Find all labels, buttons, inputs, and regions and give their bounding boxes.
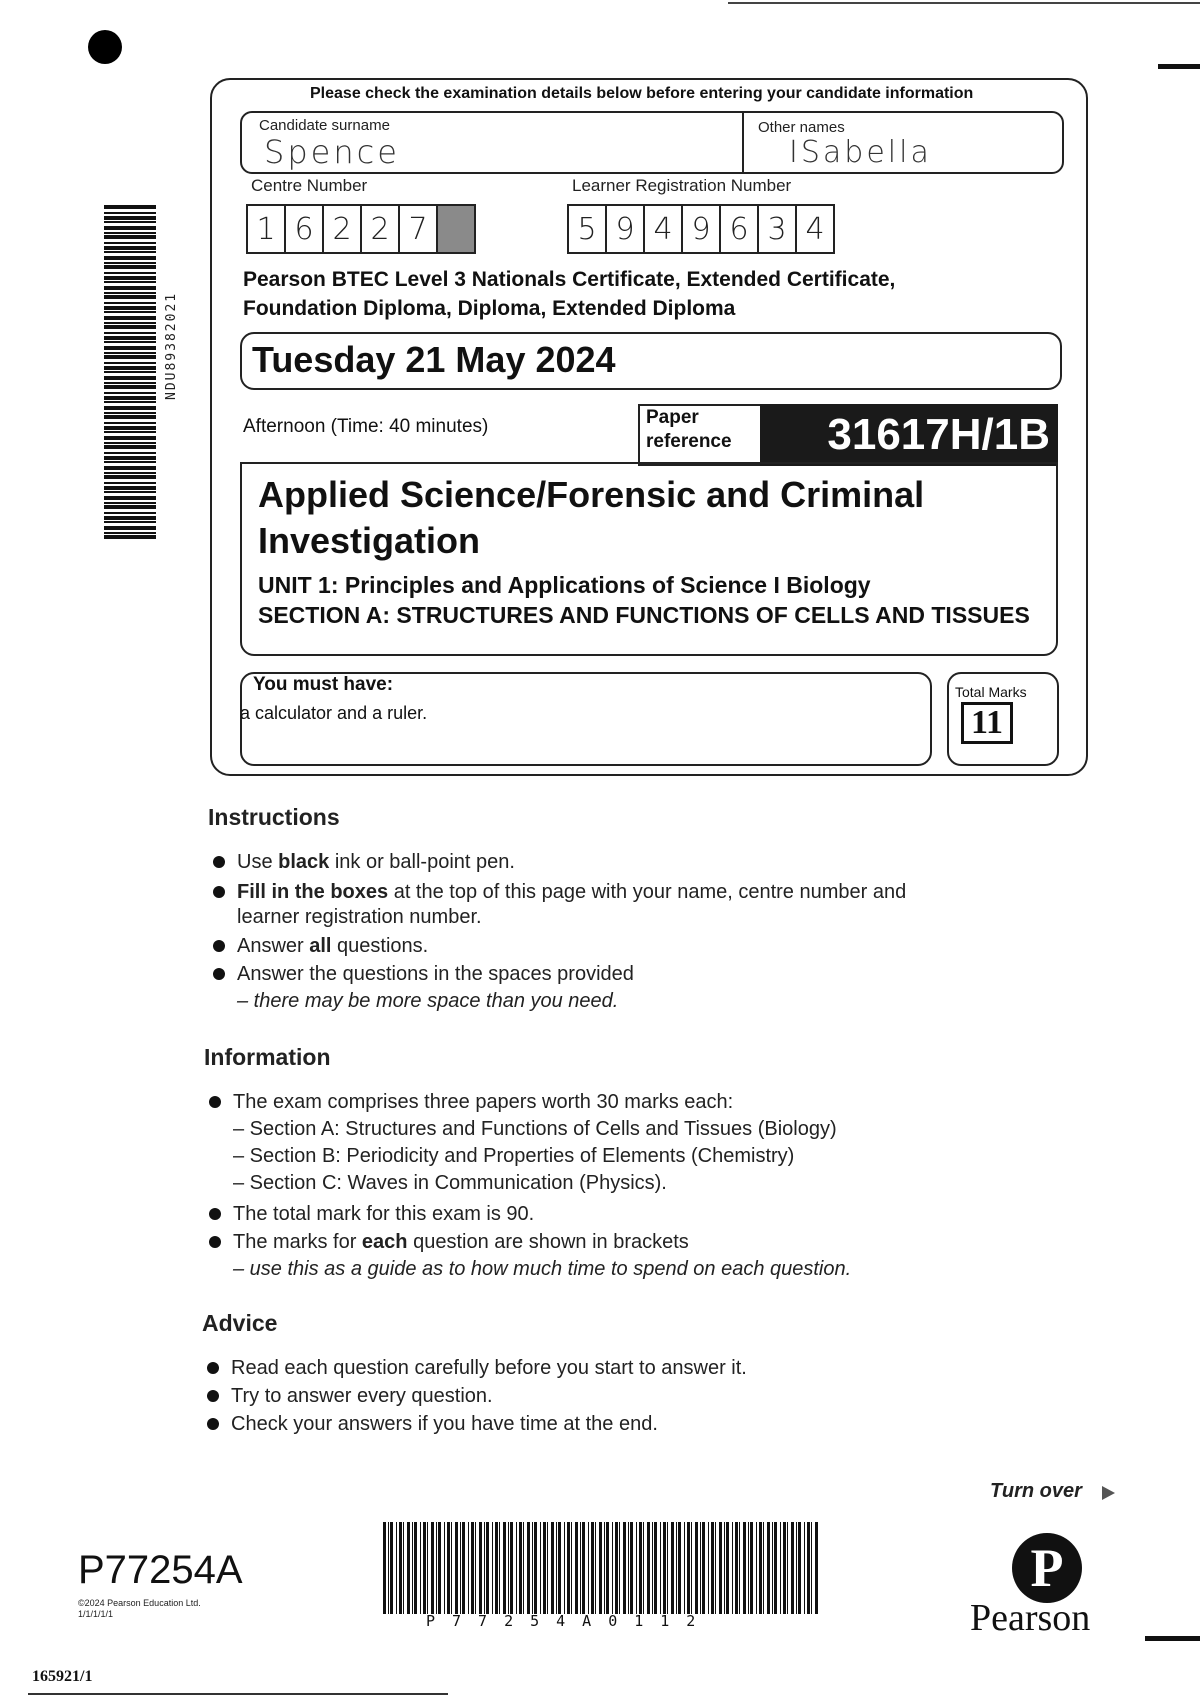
unit-title: UNIT 1: Principles and Applications of Science I Biology SECTION A: STRUCTURES AND FUNCTIONS OF CELLS AND TISSUES: [258, 572, 1030, 628]
instructions-heading: Instructions: [208, 804, 340, 830]
must-have-label: You must have:: [253, 674, 394, 695]
arrow-right-icon: [1102, 1486, 1115, 1500]
information-item: The marks for each question are shown in brackets: [233, 1228, 689, 1256]
paper-barcode-text: P77254A0112: [426, 1612, 713, 1630]
information-item: The total mark for this exam is 90.: [233, 1200, 534, 1228]
other-names-label: Other names: [758, 119, 845, 136]
instruction-item: Answer the questions in the spaces provided: [237, 960, 634, 988]
exam-date: Tuesday 21 May 2024: [252, 339, 616, 380]
bullet-icon: [207, 1362, 219, 1374]
centre-digit[interactable]: 2: [360, 204, 400, 254]
scan-edge-mark: [1145, 1636, 1200, 1641]
information-subitem: – Section C: Waves in Communication (Physics).: [233, 1172, 667, 1194]
centre-digit[interactable]: 7: [398, 204, 438, 254]
punch-hole-mark: [88, 30, 122, 64]
advice-item: Read each question carefully before you start to answer it.: [231, 1354, 747, 1382]
instruction-item: Use black ink or ball-point pen.: [237, 848, 515, 876]
check-details-note: Please check the examination details below before entering your candidate information: [310, 85, 974, 102]
bullet-icon: [213, 968, 225, 980]
total-marks-value: 11: [961, 702, 1013, 744]
must-have-text: a calculator and a ruler.: [240, 703, 428, 723]
total-marks-label: Total Marks: [955, 684, 1027, 700]
learner-digit[interactable]: 3: [757, 204, 797, 254]
bullet-icon: [207, 1418, 219, 1430]
bullet-icon: [213, 940, 225, 952]
paper-barcode: [383, 1522, 819, 1614]
learner-digit[interactable]: 4: [795, 204, 835, 254]
candidate-barcode-text: NDU89382021: [164, 291, 179, 400]
advice-heading: Advice: [202, 1310, 278, 1336]
instruction-continuation: learner registration number.: [237, 906, 482, 928]
scan-edge-mark: [1158, 64, 1200, 69]
centre-number-field[interactable]: [246, 204, 474, 254]
paper-reference-code: 31617H/1B: [760, 404, 1058, 466]
pearson-wordmark: Pearson: [970, 1597, 1091, 1639]
centre-digit[interactable]: 2: [322, 204, 362, 254]
learner-digit[interactable]: 6: [719, 204, 759, 254]
learner-digit[interactable]: 4: [643, 204, 683, 254]
candidate-name-box: [240, 111, 1064, 174]
qualification-title: Pearson BTEC Level 3 Nationals Certificate, Extended Certificate, Foundation Diploma, Diploma, Extended Diploma: [243, 268, 896, 320]
paper-code: P77254A: [78, 1548, 243, 1592]
information-item: The exam comprises three papers worth 30 marks each:: [233, 1088, 733, 1116]
instruction-item: Answer all questions.: [237, 932, 428, 960]
information-note: – use this as a guide as to how much time to spend on each question.: [233, 1258, 852, 1280]
subject-title: Applied Science/Forensic and Criminal Investigation: [258, 474, 925, 561]
name-divider: [742, 113, 744, 172]
information-subitem: – Section A: Structures and Functions of Cells and Tissues (Biology): [233, 1118, 837, 1140]
centre-digit-shaded: [436, 204, 476, 254]
other-names-field[interactable]: ISabella: [789, 135, 932, 170]
surname-field[interactable]: Spence: [264, 133, 400, 171]
centre-number-label: Centre Number: [251, 176, 368, 195]
bullet-icon: [209, 1208, 221, 1220]
copyright-text: ©2024 Pearson Education Ltd. 1/1/1/1/1: [78, 1598, 201, 1619]
instruction-note: – there may be more space than you need.: [237, 990, 619, 1012]
bullet-icon: [213, 886, 225, 898]
bullet-icon: [213, 856, 225, 868]
surname-label: Candidate surname: [259, 117, 390, 134]
bullet-icon: [209, 1236, 221, 1248]
information-subitem: – Section B: Periodicity and Properties of Elements (Chemistry): [233, 1145, 795, 1167]
learner-number-field[interactable]: [567, 204, 833, 254]
learner-number-label: Learner Registration Number: [572, 176, 792, 195]
instruction-item: Fill in the boxes at the top of this page with your name, centre number and: [237, 878, 906, 906]
learner-digit[interactable]: 9: [605, 204, 645, 254]
exam-date-box: [240, 332, 1062, 390]
information-heading: Information: [204, 1044, 331, 1070]
candidate-barcode: [104, 205, 156, 540]
scan-edge-line: [28, 1693, 448, 1695]
scan-identifier: 165921/1: [32, 1668, 93, 1685]
learner-digit[interactable]: 9: [681, 204, 721, 254]
exam-session: Afternoon (Time: 40 minutes): [243, 416, 489, 437]
advice-item: Check your answers if you have time at the end.: [231, 1410, 658, 1438]
paper-reference-label: Paper reference: [646, 407, 732, 452]
bullet-icon: [207, 1390, 219, 1402]
pearson-logo-icon: P: [1012, 1533, 1082, 1603]
centre-digit[interactable]: 6: [284, 204, 324, 254]
turn-over-label: Turn over: [990, 1480, 1082, 1502]
advice-item: Try to answer every question.: [231, 1382, 493, 1410]
bullet-icon: [209, 1096, 221, 1108]
centre-digit[interactable]: 1: [246, 204, 286, 254]
scan-edge-line: [728, 2, 1200, 4]
learner-digit[interactable]: 5: [567, 204, 607, 254]
